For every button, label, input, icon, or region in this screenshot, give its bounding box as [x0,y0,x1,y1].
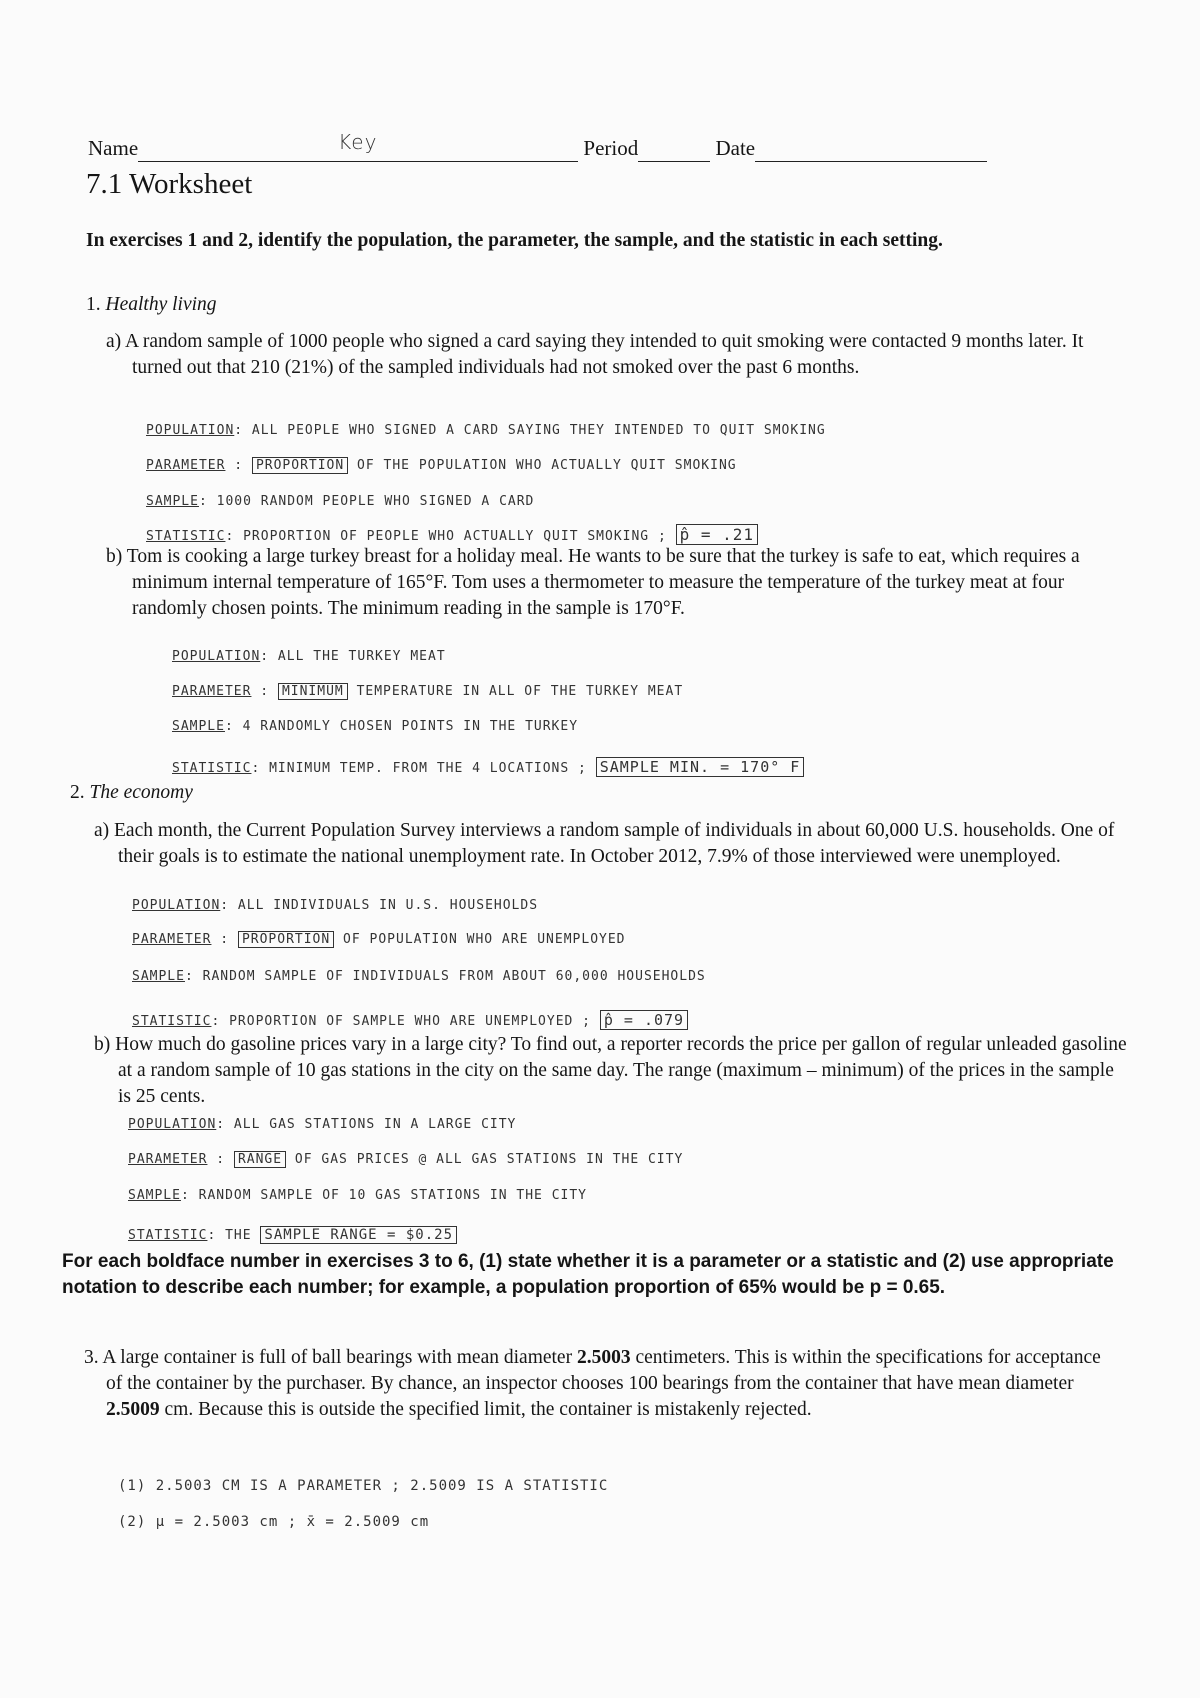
ex1a-population: POPULATION: ALL PEOPLE WHO SIGNED A CARD SAYING THEY INTENDED TO QUIT SMOKING [146,423,826,438]
ex1b-text: b) Tom is cooking a large turkey breast for a holiday meal. He wants to be sure that the turkey is safe to eat, which requires a minimum internal temperature of 165°F. Tom uses a thermometer to measure the temperature of the turkey meat at four randomly chosen points. The minimum reading in the sample is 170°F. [106,546,1080,619]
ex1b-statistic: STATISTIC: MINIMUM TEMP. FROM THE 4 LOCATIONS ; SAMPLE MIN. = 170° F [172,758,804,776]
ex1a-sample: SAMPLE: 1000 RANDOM PEOPLE WHO SIGNED A CARD [146,494,535,509]
ex2a-text: a) Each month, the Current Population Survey interviews a random sample of individuals in about 60,000 U.S. households. One of their goals is to estimate the national unemployment rate. In October 2012, 7.9% of those interviewed were unemployed. [94,820,1115,867]
ex3-bold-1: 2.5003 [576,1347,631,1368]
period-label: Period [583,136,639,160]
ex1-heading [86,292,217,318]
name-field[interactable] [138,130,578,162]
ex2-heading [70,780,193,806]
ex1b-sample: SAMPLE: 4 RANDOMLY CHOSEN POINTS IN THE TURKEY [172,719,579,734]
date-label: Date [715,136,756,160]
instructions-1: In exercises 1 and 2, identify the population, the parameter, the sample, and the statistic in each setting. [86,230,943,251]
ex2b-parameter: PARAMETER : RANGE OF GAS PRICES @ ALL GAS STATIONS IN THE CITY [128,1152,684,1167]
ex2a-parameter: PARAMETER : PROPORTION OF POPULATION WHO ARE UNEMPLOYED [132,932,626,947]
ex3-answer-1: (1) 2.5003 CM IS A PARAMETER ; 2.5009 IS A STATISTIC [118,1478,609,1494]
ex2a-sample: SAMPLE: RANDOM SAMPLE OF INDIVIDUALS FROM ABOUT 60,000 HOUSEHOLDS [132,969,706,984]
ex2b-sample: SAMPLE: RANDOM SAMPLE OF 10 GAS STATIONS IN THE CITY [128,1188,587,1203]
ex3-text: 3. A large container is full of ball bearings with mean diameter 2.5003 centimeters. This is within the specifications for acceptance of the container by the purchaser. By chance, an inspector chooses 100 bearings from the container that have mean diameter 2.5009 cm. Because this is outside the specified limit, the container is mistakenly rejected. [84,1347,1101,1420]
name-value: Key [338,130,378,154]
instructions-2: For each boldface number in exercises 3 to 6, (1) state whether it is a parameter or a statistic and (2) use appropriate notation to describe each number; for example, a population proportion of 65% would be p = 0.65. [62,1251,1114,1298]
ex1-number: 1. [86,294,101,315]
ex2a-population: POPULATION: ALL INDIVIDUALS IN U.S. HOUSEHOLDS [132,898,539,913]
header-fields [88,130,987,162]
ex1b-population: POPULATION: ALL THE TURKEY MEAT [172,649,446,664]
date-field[interactable] [755,136,987,162]
ex2-number: 2. [70,782,85,803]
ex1b-parameter: PARAMETER : MINIMUM TEMPERATURE IN ALL OF THE TURKEY MEAT [172,684,684,699]
ex2a-statistic: STATISTIC: PROPORTION OF SAMPLE WHO ARE UNEMPLOYED ; p̂ = .079 [132,1011,688,1029]
ex2-title: The economy [89,782,193,803]
ex2b-population: POPULATION: ALL GAS STATIONS IN A LARGE CITY [128,1117,517,1132]
ex3-answer-2: (2) μ = 2.5003 cm ; x̄ = 2.5009 cm [118,1514,430,1530]
ex1-title: Healthy living [105,294,217,315]
ex3-bold-2: 2.5009 [106,1399,160,1420]
name-label: Name [88,136,139,160]
ex1a-text: a) A random sample of 1000 people who signed a card saying they intended to quit smoking were contacted 9 months later. It turned out that 210 (21%) of the sampled individuals had not smoked over the past 6 months. [106,331,1084,378]
page-title: 7.1 Worksheet [86,168,253,200]
ex1a-statistic: STATISTIC: PROPORTION OF PEOPLE WHO ACTUALLY QUIT SMOKING ; p̂ = .21 [146,525,758,544]
period-field[interactable] [638,136,710,162]
ex1a-parameter: PARAMETER : PROPORTION OF THE POPULATION WHO ACTUALLY QUIT SMOKING [146,458,737,473]
ex2b-statistic: STATISTIC: THE SAMPLE RANGE = $0.25 [128,1227,457,1243]
ex2b-text: b) How much do gasoline prices vary in a large city? To find out, a reporter records the price per gallon of regular unleaded gasoline at a random sample of 10 gas stations in the city on the same day. The range (maximum – minimum) of the prices in the sample is 25 cents. [94,1034,1127,1107]
